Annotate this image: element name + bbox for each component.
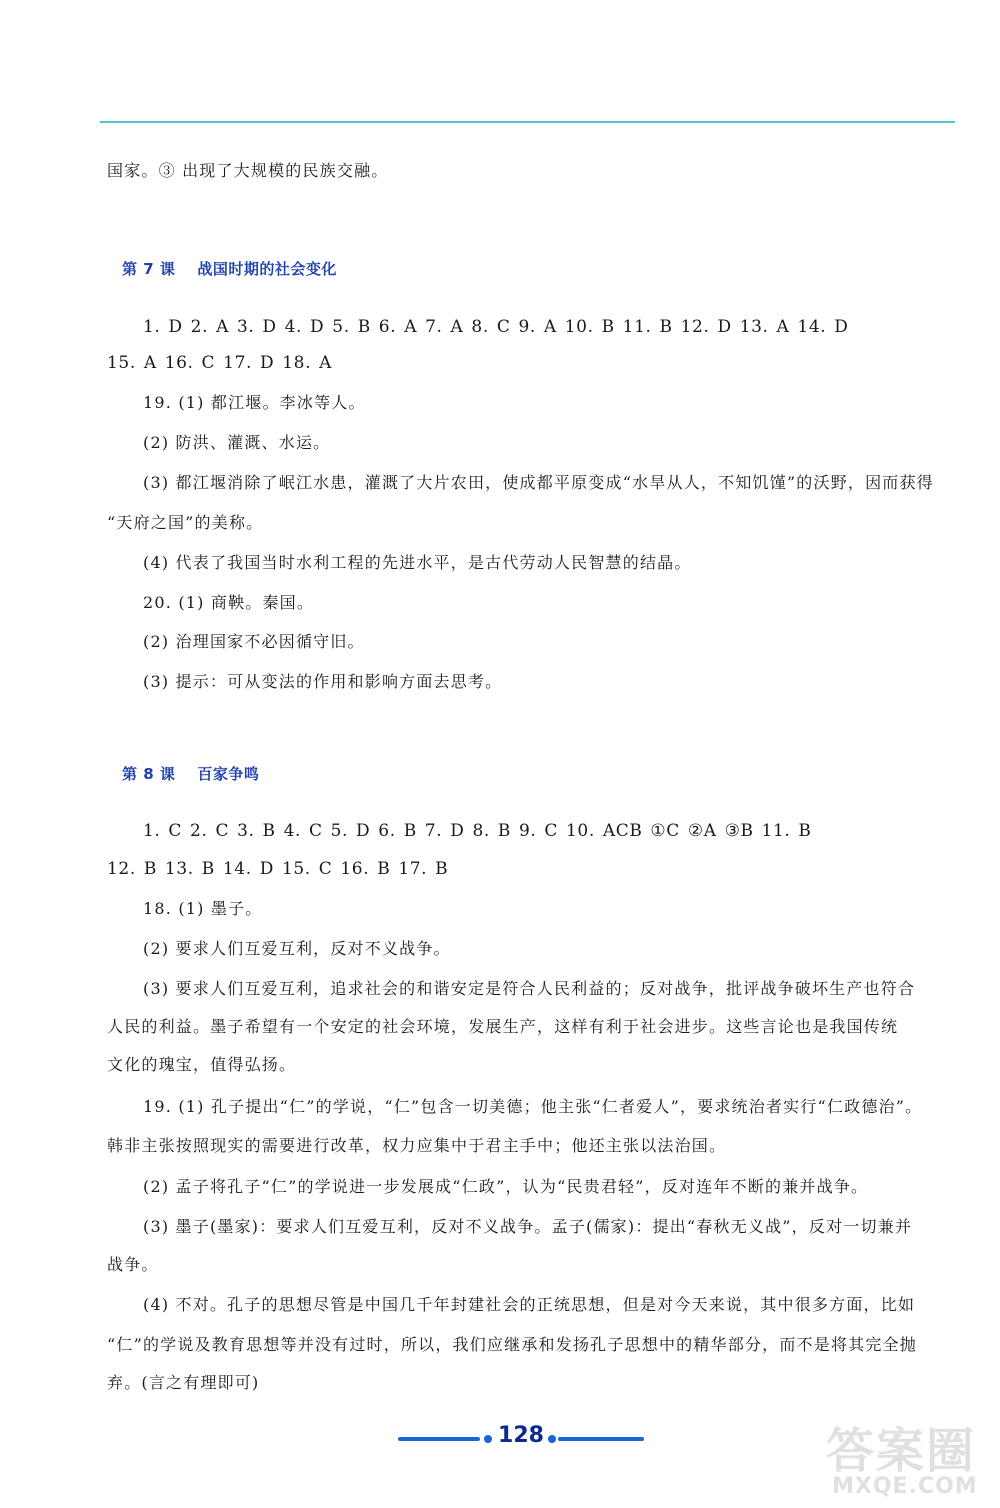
watermark-chars: 答案圈 (826, 1423, 977, 1479)
lesson-7-number: 第 7 课 (122, 260, 176, 278)
lesson-8-choice-answers-1: 1. C 2. C 3. B 4. C 5. D 6. B 7. D 8. B 9. C 10. ACB ①C ②A ③B 11. B (143, 821, 812, 841)
lesson-8-q19-1b: 韩非主张按照现实的需要进行改革，权力应集中于君主手中；他还主张以法治国。 (107, 1136, 727, 1155)
lesson-7-choice-answers-2: 15. A 16. C 17. D 18. A (107, 353, 332, 373)
lesson-8-q19-4c: 弃。(言之有理即可) (107, 1373, 260, 1392)
footer-bar-right (558, 1437, 644, 1441)
lesson-8-number: 第 8 课 (122, 765, 176, 783)
watermark-url: MXQE.COM (832, 1474, 978, 1499)
lesson-8-q18-3c: 文化的瑰宝，值得弘扬。 (107, 1055, 297, 1074)
lesson-8-q19-2: (2) 孟子将孔子“仁”的学说进一步发展成“仁政”，认为“民贵君轻”，反对连年不断的兼并战争。 (143, 1177, 869, 1196)
lesson-7-q20-2: (2) 治理国家不必因循守旧。 (143, 632, 365, 651)
lesson-7-heading (122, 258, 337, 279)
watermark-logo (822, 1412, 994, 1502)
lesson-8-heading (122, 763, 259, 784)
lesson-7-title: 战国时期的社会变化 (197, 260, 337, 278)
lesson-8-q18-1: 18. (1) 墨子。 (143, 899, 263, 918)
lesson-8-q19-4a: (4) 不对。孔子的思想尽管是中国几千年封建社会的正统思想，但是对今天来说，其中很多方面，比如 (143, 1295, 916, 1314)
lesson-7-q20-3: (3) 提示：可从变法的作用和影响方面去思考。 (143, 672, 503, 691)
footer-bar-left (398, 1437, 480, 1441)
top-rule (100, 121, 955, 123)
lesson-7-q19-1: 19. (1) 都江堰。李冰等人。 (143, 393, 366, 412)
footer-dot-left (484, 1435, 492, 1443)
lesson-8-q18-2: (2) 要求人们互爱互利，反对不义战争。 (143, 939, 451, 958)
lesson-7-q19-2: (2) 防洪、灌溉、水运。 (143, 433, 331, 452)
continuation-text: 国家。③ 出现了大规模的民族交融。 (107, 161, 389, 180)
lesson-8-q19-3b: 战争。 (107, 1255, 159, 1274)
page-footer (398, 1423, 644, 1455)
lesson-7-choice-answers-1: 1. D 2. A 3. D 4. D 5. B 6. A 7. A 8. C 9. A 10. B 11. B 12. D 13. A 14. D (143, 317, 849, 337)
lesson-8-q18-3a: (3) 要求人们互爱互利，追求社会的和谐安定是符合人民利益的；反对战争，批评战争破坏生产也符合 (143, 979, 916, 998)
lesson-7-q19-3b: “天府之国”的美称。 (107, 513, 264, 532)
lesson-7-q20-1: 20. (1) 商鞅。秦国。 (143, 593, 315, 612)
lesson-7-q19-4: (4) 代表了我国当时水利工程的先进水平，是古代劳动人民智慧的结晶。 (143, 553, 692, 572)
lesson-8-title: 百家争鸣 (197, 765, 260, 783)
lesson-8-q19-3a: (3) 墨子(墨家)：要求人们互爱互利，反对不义战争。孟子(儒家)：提出“春秋无义战”，反对一切兼并 (143, 1217, 913, 1236)
lesson-8-choice-answers-2: 12. B 13. B 14. D 15. C 16. B 17. B (107, 859, 449, 879)
lesson-8-q19-1a: 19. (1) 孔子提出“仁”的学说，“仁”包含一切美德；他主张“仁者爱人”，要求统治者实行“仁政德治”。 (143, 1097, 923, 1116)
lesson-8-q18-3b: 人民的利益。墨子希望有一个安定的社会环境，发展生产，这样有利于社会进步。这些言论也是我国传统 (107, 1017, 899, 1036)
lesson-8-q19-4b: “仁”的学说及教育思想等并没有过时，所以，我们应继承和发扬孔子思想中的精华部分，而不是将其完全抛 (107, 1335, 917, 1354)
footer-dot-right (548, 1435, 556, 1443)
page-number: 128 (498, 1423, 544, 1448)
lesson-7-q19-3a: (3) 都江堰消除了岷江水患，灌溉了大片农田，使成都平原变成“水旱从人，不知饥馑”的沃野，因而获得 (143, 473, 934, 492)
